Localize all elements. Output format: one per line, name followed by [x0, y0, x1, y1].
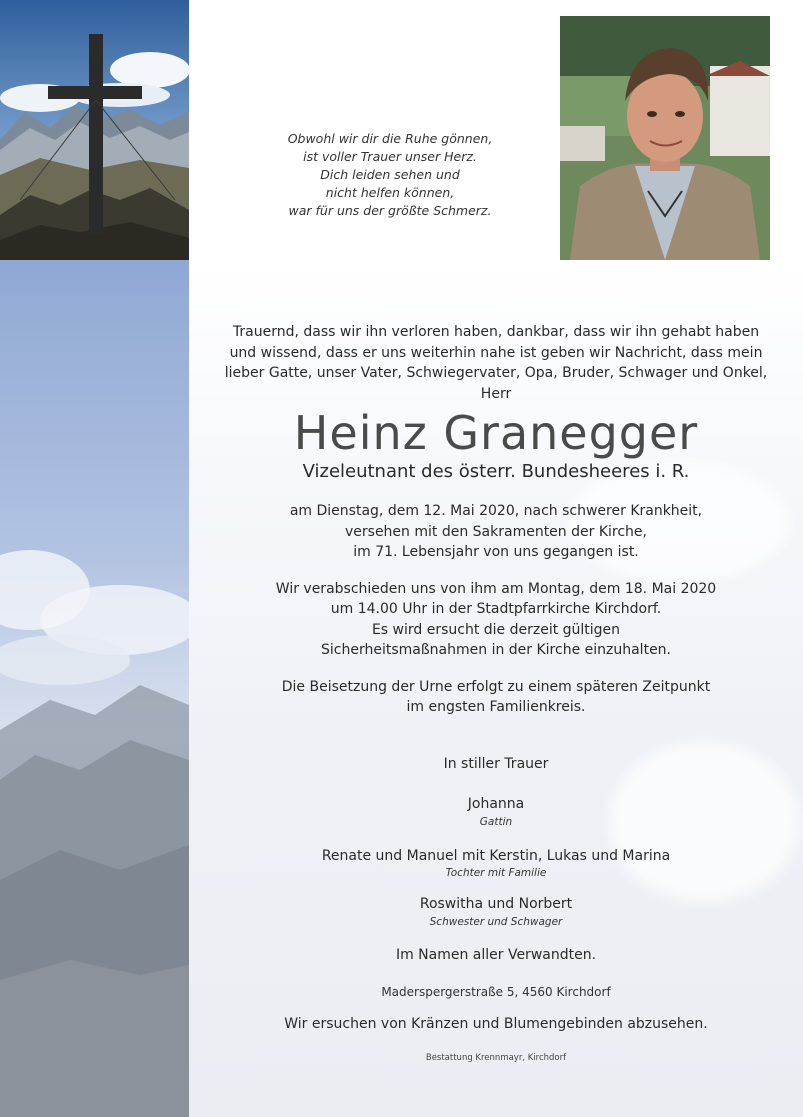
mountain-landscape-photo [0, 260, 189, 1117]
intro-line: Herr [480, 385, 512, 402]
obituary-text [189, 322, 803, 1063]
deceased-title: Vizeleutnant des österr. Bundesheeres i. R. [302, 461, 690, 482]
funeral-line: Sicherheitsmaßnahmen in der Kirche einzuhalten. [321, 642, 671, 658]
intro-paragraph [189, 322, 803, 404]
death-notice-line: am Dienstag, dem 12. Mai 2020, nach schwerer Krankheit, [289, 503, 703, 519]
deceased-name: Heinz Granegger [293, 406, 699, 460]
mourner-name: Renate und Manuel mit Kerstin, Lukas und Marina [321, 847, 671, 864]
relatives-line: Im Namen aller Verwandten. [395, 946, 597, 963]
mourner-relation: Schwester und Schwager [429, 915, 563, 928]
intro-line: und wissend, dass er uns weiterhin nahe ist geben wir Nachricht, dass mein [229, 344, 763, 361]
left-photo-strip [0, 0, 189, 1117]
funeral-home: Bestattung Krennmayr, Kirchdorf [425, 1052, 567, 1063]
intro-line: Trauernd, dass wir ihn verloren haben, dankbar, dass wir ihn gehabt haben [232, 324, 760, 340]
mourning-heading: In stiller Trauer [443, 755, 549, 772]
mourner-relation: Gattin [479, 815, 513, 828]
mourner-entry [189, 846, 803, 881]
cross-icon [89, 34, 103, 234]
mourner-entry [189, 894, 803, 929]
poem-line: nicht helfen können, [325, 185, 455, 200]
death-notice [189, 501, 803, 563]
poem [220, 130, 560, 220]
address: Maderspergerstraße 5, 4560 Kirchdorf [381, 985, 611, 999]
funeral-info [189, 579, 803, 661]
poem-line: Obwohl wir dir die Ruhe gönnen, [287, 131, 493, 146]
burial-info [189, 677, 803, 718]
mourner-relation: Tochter mit Familie [445, 867, 547, 879]
death-notice-line: versehen mit den Sakramenten der Kirche, [345, 523, 647, 540]
funeral-line: Wir verabschieden uns von ihm am Montag, dem 18. Mai 2020 [275, 580, 717, 597]
burial-line: Die Beisetzung der Urne erfolgt zu einem späteren Zeitpunkt [281, 678, 711, 695]
mourner-name: Roswitha und Norbert [419, 896, 573, 912]
poem-line: ist voller Trauer unser Herz. [303, 149, 477, 164]
portrait-photo [560, 16, 770, 260]
poem-line: Dich leiden sehen und [320, 167, 460, 182]
funeral-line: Es wird ersucht die derzeit gültigen [371, 621, 621, 638]
poem-line: war für uns der größte Schmerz. [288, 203, 492, 218]
flower-request: Wir ersuchen von Kränzen und Blumengebinden abzusehen. [284, 1016, 708, 1032]
death-notice-line: im 71. Lebensjahr von uns gegangen ist. [353, 544, 639, 560]
burial-line: im engsten Familienkreis. [406, 699, 586, 715]
intro-line: lieber Gatte, unser Vater, Schwiegervater, Opa, Bruder, Schwager und Onkel, [224, 365, 768, 381]
summit-cross-photo [0, 0, 189, 260]
funeral-line: um 14.00 Uhr in der Stadtpfarrkirche Kirchdorf. [330, 601, 662, 617]
mourner-name: Johanna [467, 796, 525, 812]
mourner-entry [189, 794, 803, 829]
